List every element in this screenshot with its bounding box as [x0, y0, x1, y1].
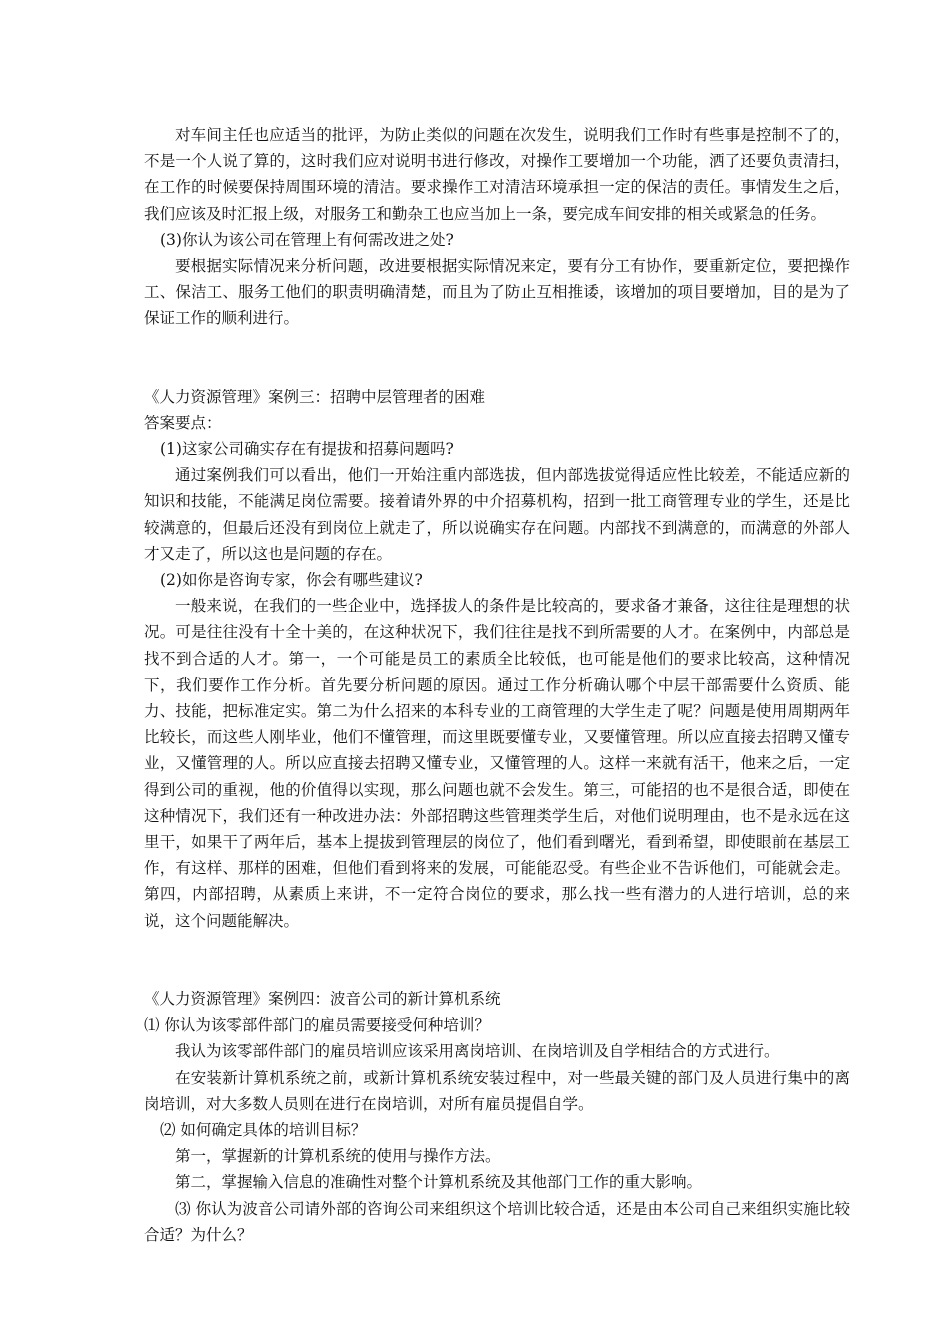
case4-title: 《人力资源管理》案例四：波音公司的新计算机系统	[144, 989, 501, 1008]
case3-question-1: (1)这家公司确实存在有提拔和招募问题吗?	[160, 440, 454, 459]
case4-answer-2-part-1: 第一，掌握新的计算机系统的使用与操作方法。	[175, 1147, 501, 1166]
case3-answer-label: 答案要点：	[144, 413, 222, 432]
document-body	[144, 122, 850, 1248]
case4-question-2: ⑵ 如何确定具体的培训目标？	[160, 1120, 367, 1139]
case3-title: 《人力资源管理》案例三：招聘中层管理者的困难	[144, 387, 486, 406]
question-3-management-improvement: (3)你认为该公司在管理上有何需改进之处?	[160, 230, 454, 249]
answer-3-management-improvement: 要根据实际情况来分析问题，改进要根据实际情况来定，要有分工有协作，要重新定位，要把操作工、保洁工、服务工他们的职责明确清楚，而且为了防止互相推诿，该增加的项目要增加，目的是为了保证工作的顺利进行。	[144, 257, 850, 328]
case3-answer-1: 通过案例我们可以看出，他们一开始注重内部选拔，但内部选拔觉得适应性比较差，不能适应新的知识和技能，不能满足岗位需要。接着请外界的中介招募机构，招到一批工商管理专业的学生，还是比较满意的，但最后还没有到岗位上就走了，所以说确实存在问题。内部找不到满意的，而满意的外部人才又走了，所以这也是问题的存在。	[144, 466, 850, 563]
case3-answer-2: 一般来说，在我们的一些企业中，选择拔人的条件是比较高的，要求备才兼备，这往往是理想的状况。可是往往没有十全十美的，在这种状况下，我们往往是找不到所需要的人才。在案例中，内部总是找不到合适的人才。第一，一个可能是员工的素质全比较低，也可能是他们的要求比较高，这种情况下，我们要作工作分析。首先要分析问题的原因。通过工作分析确认哪个中层干部需要什么资质、能力、技能，把标准定实。第二为什么招来的本科专业的工商管理的大学生走了呢？问题是使用周期两年比较长，而这些人刚毕业，他们不懂管理，而这里既要懂专业，又要懂管理。所以应直接去招聘又懂专业，又懂管理的人。所以应直接去招聘又懂专业，又懂管理的人。这样一来就有活干，他来之后，一定得到公司的重视，他的价值得以实现，那么问题也就不会发生。第三，可能招的也不是很合适，即使在这种情况下，我们还有一种改进办法：外部招聘这些管理类学生后，对他们说明理由，也不是永远在这里干，如果干了两年后，基本上提拔到管理层的岗位了，他们看到曙光，看到希望，即使眼前在基层工作，有这样、那样的困难，但他们看到将来的发展，可能能忍受。有些企业不告诉他们，可能就会走。第四，内部招聘，从素质上来讲，不一定符合岗位的要求，那么找一些有潜力的人进行培训，总的来说，这个问题能解决。	[144, 597, 850, 930]
section-spacer	[144, 934, 850, 986]
case4-answer-2-part-2: 第二，掌握输入信息的准确性对整个计算机系统及其他部门工作的重大影响。	[175, 1173, 703, 1192]
case4-answer-1-part-1: 我认为该零部件部门的雇员培训应该采用离岗培训、在岗培训及自学相结合的方式进行。	[175, 1042, 780, 1061]
case4-question-3: ⑶ 你认为波音公司请外部的咨询公司来组织这个培训比较合适，还是由本公司自己来组织实施比较合适？为什么？	[144, 1199, 850, 1244]
case4-question-1: ⑴ 你认为该零部件部门的雇员需要接受何种培训？	[144, 1016, 490, 1035]
case4-answer-1-part-2: 在安装新计算机系统之前，或新计算机系统安装过程中，对一些最关键的部门及人员进行集中的离岗培训，对大多数人员则在进行在岗培训，对所有雇员提倡自学。	[144, 1068, 850, 1113]
section-spacer	[144, 332, 850, 384]
case3-question-2: (2)如你是咨询专家，你会有哪些建议?	[160, 571, 423, 590]
paragraph-supervisor-criticism: 对车间主任也应适当的批评，为防止类似的问题在次发生，说明我们工作时有些事是控制不了的，不是一个人说了算的，这时我们应对说明书进行修改，对操作工要增加一个功能，洒了还要负责清扫，在工作的时候要保持周围环境的清洁。要求操作工对清洁环境承担一定的保洁的责任。事情发生之后，我们应该及时汇报上级，对服务工和勤杂工也应当加上一条，要完成车间安排的相关或紧急的任务。	[144, 126, 850, 223]
